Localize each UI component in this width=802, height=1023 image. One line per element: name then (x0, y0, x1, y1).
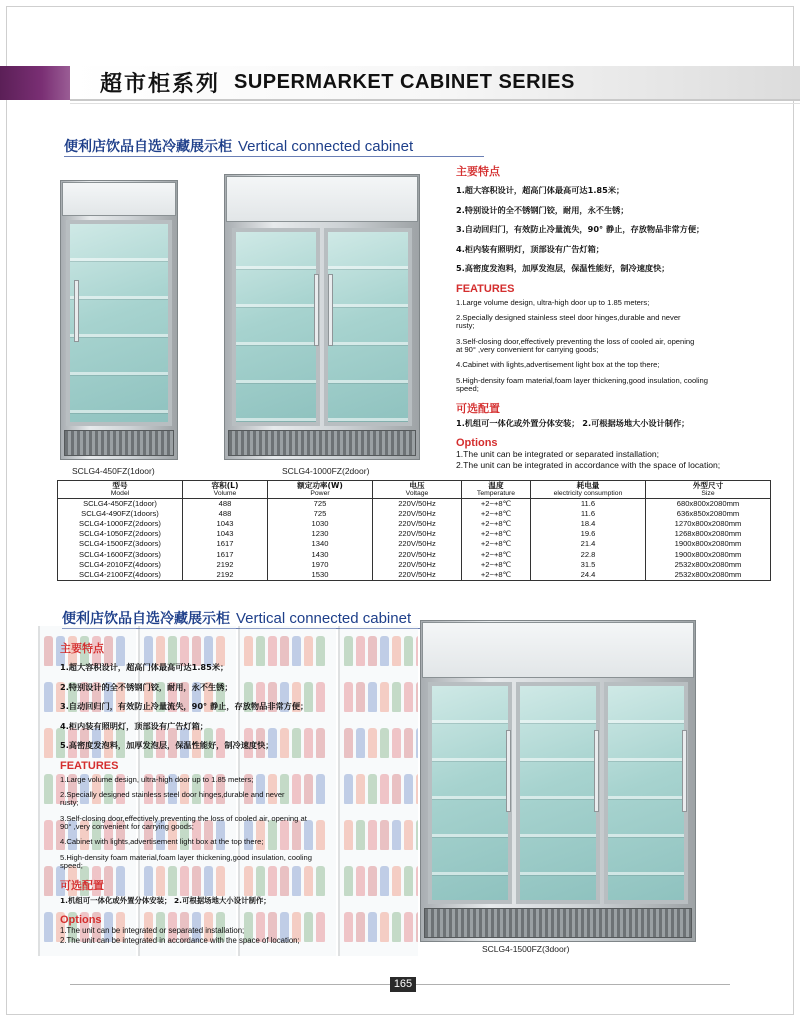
cell-voltage: 220V/50Hz (373, 509, 462, 519)
col-header-voltage: 电压 Voltage (373, 481, 462, 499)
cell-power: 1530 (268, 570, 373, 581)
cell-size: 680x800x2080mm (646, 499, 771, 510)
cell-volume: 488 (183, 499, 268, 510)
decorative-bottle (404, 682, 413, 712)
cell-size: 1900x800x2080mm (646, 550, 771, 560)
cell-consumption: 11.6 (531, 509, 646, 519)
col-header-size: 外型尺寸 Size (646, 481, 771, 499)
cell-volume: 1617 (183, 539, 268, 549)
section2-feature-cn-5: 5.高密度发泡料，加厚发泡层，保温性能好，制冷速度快； (60, 740, 274, 750)
decorative-bottle (416, 912, 418, 942)
section2-features (60, 640, 400, 945)
section2-features-cn-heading: 主要特点 (60, 642, 104, 655)
col-header-volume: 容积(L) Volume (183, 481, 268, 499)
cell-power: 1230 (268, 529, 373, 539)
section1-options-cn: 1.机组可一体化或外置分体安装； 2.可根据场地大小设计制作； (456, 418, 690, 429)
cell-power: 725 (268, 499, 373, 510)
cell-power: 1340 (268, 539, 373, 549)
table-row (58, 509, 771, 519)
decorative-bottle (404, 774, 413, 804)
cell-model: SCLG4-2010FZ(4doors) (58, 560, 183, 570)
cell-power: 1430 (268, 550, 373, 560)
section2-feature-en-2: 2.Specially designed stainless steel door hinges,durable and never rusty; (60, 789, 285, 808)
section2-feature-en-3: 3.Self-closing door,effectively preventing the loss of cooled air, opening at 90° ,very convenient for carrying goods; (60, 813, 307, 831)
decorative-bottle (44, 866, 53, 896)
cell-voltage: 220V/50Hz (373, 550, 462, 560)
table-row (58, 560, 771, 570)
cell-voltage: 220V/50Hz (373, 560, 462, 570)
spec-table-header-row (58, 481, 771, 499)
table-row (58, 519, 771, 529)
cell-consumption: 19.6 (531, 529, 646, 539)
decorative-bottle (404, 636, 413, 666)
decorative-bottle (416, 682, 418, 712)
section1-options-cn-heading: 可选配置 (456, 402, 500, 416)
header-accent-block (0, 66, 70, 100)
section2-options-en-heading: Options (60, 914, 102, 927)
cell-temperature: +2~+8℃ (462, 519, 531, 529)
table-row (58, 550, 771, 560)
section2-options-cn: 1.机组可一体化或外置分体安装； 2.可根据场地大小设计制作； (60, 896, 271, 906)
caption-cabinet-3door: SCLG4-1500FZ(3door) (482, 944, 570, 954)
section1-option-en-2: 2.The unit can be integrated in accordance with the space of location; (456, 459, 721, 470)
cell-model: SCLG4-2100FZ(4doors) (58, 570, 183, 581)
cell-consumption: 21.4 (531, 539, 646, 549)
cell-power: 1970 (268, 560, 373, 570)
cell-voltage: 220V/50Hz (373, 499, 462, 510)
cell-temperature: +2~+8℃ (462, 570, 531, 581)
cell-size: 1268x800x2080mm (646, 529, 771, 539)
cell-voltage: 220V/50Hz (373, 519, 462, 529)
section1-feature-cn-5: 5.高密度发泡料，加厚发泡层，保温性能好，制冷速度快； (456, 263, 670, 273)
section2-option-en-1: 1.The unit can be integrated or separated installation; (60, 926, 245, 936)
cell-size: 1900x800x2080mm (646, 539, 771, 549)
page-title (100, 64, 575, 100)
section2-feature-en-1: 1.Large volume design, ultra-high door up to 1.85 meters; (60, 774, 254, 784)
cell-voltage: 220V/50Hz (373, 529, 462, 539)
cell-volume: 1617 (183, 550, 268, 560)
section1-feature-en-1: 1.Large volume design, ultra-high door up to 1.85 meters; (456, 297, 650, 307)
cell-consumption: 31.5 (531, 560, 646, 570)
section1-options-en-heading: Options (456, 437, 498, 450)
cell-temperature: +2~+8℃ (462, 539, 531, 549)
cell-temperature: +2~+8℃ (462, 560, 531, 570)
decorative-bottle (44, 636, 53, 666)
section1-title-cn: 便利店饮品自选冷藏展示柜 (64, 139, 232, 155)
caption-cabinet-2door: SCLG4-1000FZ(2door) (282, 466, 370, 476)
cell-voltage: 220V/50Hz (373, 539, 462, 549)
cell-volume: 2192 (183, 570, 268, 581)
section2-feature-cn-1: 1.超大容积设计，超高门体最高可达1.85米； (60, 662, 229, 672)
cell-voltage: 220V/50Hz (373, 570, 462, 581)
cell-volume: 1043 (183, 519, 268, 529)
cell-model: SCLG4-490FZ(1doors) (58, 509, 183, 519)
cell-model: SCLG4-1000FZ(2doors) (58, 519, 183, 529)
section1-features-cn-heading: 主要特点 (456, 165, 500, 178)
decorative-bottle (404, 820, 413, 850)
decorative-bottle (404, 728, 413, 758)
cell-power: 725 (268, 509, 373, 519)
section2-features-en-heading: FEATURES (60, 759, 119, 772)
cell-temperature: +2~+8℃ (462, 529, 531, 539)
cabinet-1door-image (60, 180, 178, 460)
section2-options-cn-heading: 可选配置 (60, 879, 104, 893)
cell-volume: 488 (183, 509, 268, 519)
cell-consumption: 22.8 (531, 550, 646, 560)
page-number: 165 (390, 977, 416, 992)
header-rule-thin (70, 103, 800, 104)
cell-size: 2532x800x2080mm (646, 570, 771, 581)
spec-table (57, 480, 771, 581)
section2-title-en: Vertical connected cabinet (236, 610, 412, 627)
cell-size: 636x850x2080mm (646, 509, 771, 519)
decorative-bottle (416, 866, 418, 896)
cell-temperature: +2~+8℃ (462, 499, 531, 510)
cell-consumption: 24.4 (531, 570, 646, 581)
decorative-bottle (404, 866, 413, 896)
decorative-bottle (416, 820, 418, 850)
decorative-bottle (44, 682, 53, 712)
cell-power: 1030 (268, 519, 373, 529)
decorative-bottle (44, 912, 53, 942)
cell-temperature: +2~+8℃ (462, 509, 531, 519)
section1-features-en-heading: FEATURES (456, 282, 515, 295)
section1-title-en: Vertical connected cabinet (238, 138, 414, 155)
cell-model: SCLG4-1050FZ(2doors) (58, 529, 183, 539)
decorative-bottle (44, 820, 53, 850)
section2-feature-en-4: 4.Cabinet with lights,advertisement light box at the top there; (60, 837, 264, 847)
section1-feature-cn-3: 3.自动回归门，有效防止冷量流失，90° 静止，存放物品非常方便； (456, 224, 705, 234)
cell-temperature: +2~+8℃ (462, 550, 531, 560)
cabinet-3door-image (420, 620, 696, 942)
decorative-bottle (416, 774, 418, 804)
cell-model: SCLG4-1600FZ(3doors) (58, 550, 183, 560)
cell-volume: 1043 (183, 529, 268, 539)
cell-volume: 2192 (183, 560, 268, 570)
section1-feature-en-5: 5.High-density foam material,foam layer thickening,good insulation, cooling speed; (456, 375, 708, 393)
cell-consumption: 11.6 (531, 499, 646, 510)
cell-size: 1270x800x2080mm (646, 519, 771, 529)
section2-feature-cn-2: 2.特别设计的全不锈钢门铰，耐用，永不生锈； (60, 681, 233, 692)
section1-title-rule (64, 156, 484, 157)
section2-feature-cn-4: 4.柜内装有照明灯，顶部设有广告灯箱； (60, 720, 208, 731)
decorative-bottle (416, 636, 418, 666)
section2-feature-en-5: 5.High-density foam material,foam layer thickening,good insulation, cooling speed; (60, 852, 312, 870)
section2-feature-cn-3: 3.自动回归门，有效防止冷量流失，90° 静止，存放物品非常方便； (60, 701, 309, 711)
cell-model: SCLG4-450FZ(1door) (58, 499, 183, 510)
table-row (58, 570, 771, 581)
col-header-temperature: 温度 Temperature (462, 481, 531, 499)
section1-option-en-1: 1.The unit can be integrated or separated installation; (456, 449, 660, 460)
cell-model: SCLG4-1500FZ(3doors) (58, 539, 183, 549)
table-row (58, 529, 771, 539)
decorative-bottle (44, 728, 53, 758)
decorative-bottle (416, 728, 418, 758)
section1-feature-en-2: 2.Specially designed stainless steel door hinges,durable and never rusty; (456, 312, 681, 331)
section1-features (456, 163, 786, 470)
section2-option-en-2: 2.The unit can be integrated in accordance with the space of location; (60, 935, 300, 945)
section1-feature-en-4: 4.Cabinet with lights,advertisement light box at the top there; (456, 360, 660, 370)
col-header-consumption: 耗电量 electricity consumption (531, 481, 646, 499)
section1-feature-cn-1: 1.超大容积设计，超高门体最高可达1.85米； (456, 185, 625, 195)
section1-feature-en-3: 3.Self-closing door,effectively preventing the loss of cooled air, opening at 90° ,very convenient for carrying goods; (456, 336, 695, 354)
section1-feature-cn-2: 2.特别设计的全不锈钢门铰，耐用，永不生锈； (456, 204, 629, 215)
page-title-cn: 超市柜系列 (100, 71, 221, 97)
section2-title-cn: 便利店饮品自选冷藏展示柜 (62, 611, 230, 627)
section1-title (64, 136, 413, 156)
section1-feature-cn-4: 4.柜内装有照明灯，顶部设有广告灯箱； (456, 243, 604, 254)
page-title-en: SUPERMARKET CABINET SERIES (234, 70, 575, 93)
table-row (58, 539, 771, 549)
decorative-bottle (404, 912, 413, 942)
caption-cabinet-1door: SCLG4-450FZ(1door) (72, 466, 155, 476)
table-row (58, 499, 771, 510)
cabinet-2door-image (224, 174, 420, 460)
col-header-model: 型号 Model (58, 481, 183, 499)
decorative-bottle (44, 774, 53, 804)
section2-title (62, 608, 411, 628)
cell-size: 2532x800x2080mm (646, 560, 771, 570)
cell-consumption: 18.4 (531, 519, 646, 529)
col-header-power: 额定功率(W) Power (268, 481, 373, 499)
